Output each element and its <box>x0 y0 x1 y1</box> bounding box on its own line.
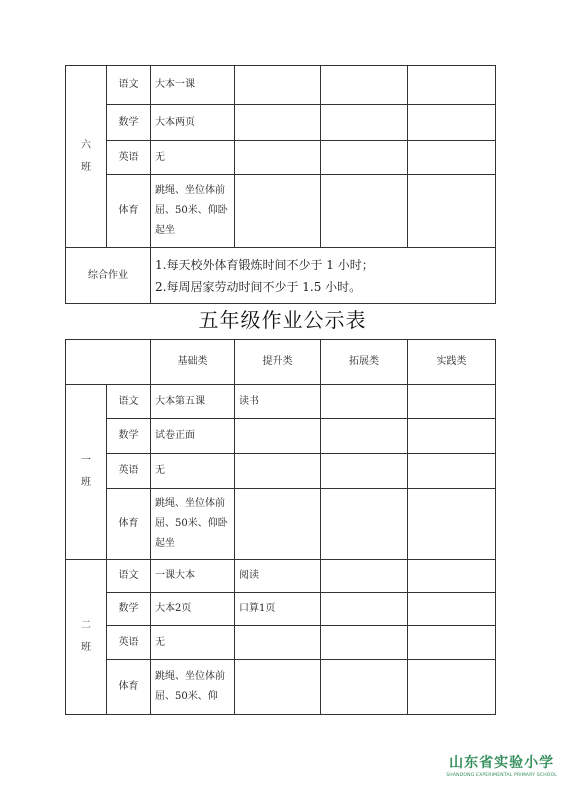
empty-cell <box>408 593 496 626</box>
summary-row <box>66 248 496 304</box>
empty-cell <box>408 489 496 560</box>
header-extend: 拓展类 <box>321 340 408 385</box>
empty-cell <box>321 454 408 489</box>
empty-cell <box>408 66 496 105</box>
school-logo <box>446 752 557 778</box>
basic-cell: 无 <box>151 626 235 660</box>
empty-cell <box>235 66 321 105</box>
summary-line-1: 1.每天校外体育锻炼时间不少于 1 小时； <box>155 257 374 272</box>
empty-cell <box>408 141 496 175</box>
empty-cell <box>408 454 496 489</box>
subject-cell: 数学 <box>107 105 151 141</box>
class6-homework-table <box>65 65 496 304</box>
improve-cell: 阅读 <box>235 560 321 593</box>
class-name-cell <box>66 385 107 560</box>
table-row <box>66 66 496 105</box>
empty-cell <box>321 489 408 560</box>
basic-cell: 跳绳、坐位体前屈、50米、仰卧起坐 <box>151 489 235 560</box>
empty-cell <box>321 593 408 626</box>
empty-cell <box>408 419 496 454</box>
class-name-cell <box>66 560 107 715</box>
basic-cell: 一课大本 <box>151 560 235 593</box>
basic-cell: 无 <box>151 454 235 489</box>
empty-cell <box>235 105 321 141</box>
improve-cell <box>235 419 321 454</box>
empty-cell <box>408 105 496 141</box>
table-row <box>66 626 496 660</box>
improve-cell: 口算1页 <box>235 593 321 626</box>
subject-cell: 英语 <box>107 626 151 660</box>
empty-cell <box>321 626 408 660</box>
subject-cell: 英语 <box>107 141 151 175</box>
empty-cell <box>321 66 408 105</box>
header-practice: 实践类 <box>408 340 496 385</box>
empty-cell <box>321 560 408 593</box>
table-row <box>66 105 496 141</box>
class-name-cell <box>66 66 107 248</box>
basic-cell: 大本两页 <box>151 105 235 141</box>
improve-cell <box>235 489 321 560</box>
summary-label: 综合作业 <box>66 248 151 304</box>
table-row <box>66 593 496 626</box>
table-row <box>66 175 496 248</box>
header-row <box>66 340 496 385</box>
summary-line-2: 2.每周居家劳动时间不少于 1.5 小时。 <box>155 279 362 294</box>
class-name: 六 班 <box>81 139 91 173</box>
table-row <box>66 141 496 175</box>
empty-cell <box>321 105 408 141</box>
empty-cell <box>408 660 496 715</box>
basic-cell: 大本一课 <box>151 66 235 105</box>
table-row <box>66 489 496 560</box>
improve-cell <box>235 626 321 660</box>
table-row <box>66 454 496 489</box>
class-name: 一 班 <box>81 455 91 488</box>
subject-cell: 数学 <box>107 593 151 626</box>
subject-cell: 体育 <box>107 489 151 560</box>
empty-cell <box>321 419 408 454</box>
subject-cell: 数学 <box>107 419 151 454</box>
class-name: 二 班 <box>81 620 91 653</box>
empty-cell <box>235 175 321 248</box>
subject-cell: 语文 <box>107 66 151 105</box>
empty-cell <box>321 175 408 248</box>
school-logo-english: SHANDONG EXPERIMENTAL PRIMARY SCHOOL <box>446 773 557 778</box>
basic-cell: 跳绳、坐位体前屈、50米、仰 <box>151 660 235 715</box>
basic-cell: 大本2页 <box>151 593 235 626</box>
subject-cell: 体育 <box>107 175 151 248</box>
empty-cell <box>408 560 496 593</box>
empty-cell <box>408 626 496 660</box>
corner-cell <box>66 340 151 385</box>
subject-cell: 英语 <box>107 454 151 489</box>
improve-cell <box>235 454 321 489</box>
basic-cell: 跳绳、坐位体前屈、50米、仰卧起坐 <box>151 175 235 248</box>
empty-cell <box>321 141 408 175</box>
header-improve: 提升类 <box>235 340 321 385</box>
improve-cell: 读书 <box>235 385 321 419</box>
grade5-homework-table <box>65 339 496 715</box>
table-row <box>66 419 496 454</box>
subject-cell: 体育 <box>107 660 151 715</box>
improve-cell <box>235 660 321 715</box>
summary-content <box>151 248 496 304</box>
school-logo-name: 山东省实验小学 <box>449 755 555 771</box>
page-title: 五年级作业公示表 <box>198 308 367 332</box>
basic-cell: 试卷正面 <box>151 419 235 454</box>
basic-cell: 大本第五课 <box>151 385 235 419</box>
subject-cell: 语文 <box>107 385 151 419</box>
empty-cell <box>321 385 408 419</box>
basic-cell: 无 <box>151 141 235 175</box>
table-row <box>66 385 496 419</box>
empty-cell <box>408 385 496 419</box>
empty-cell <box>235 141 321 175</box>
subject-cell: 语文 <box>107 560 151 593</box>
empty-cell <box>321 660 408 715</box>
empty-cell <box>408 175 496 248</box>
table-row <box>66 560 496 593</box>
header-basic: 基础类 <box>151 340 235 385</box>
table-row <box>66 660 496 715</box>
